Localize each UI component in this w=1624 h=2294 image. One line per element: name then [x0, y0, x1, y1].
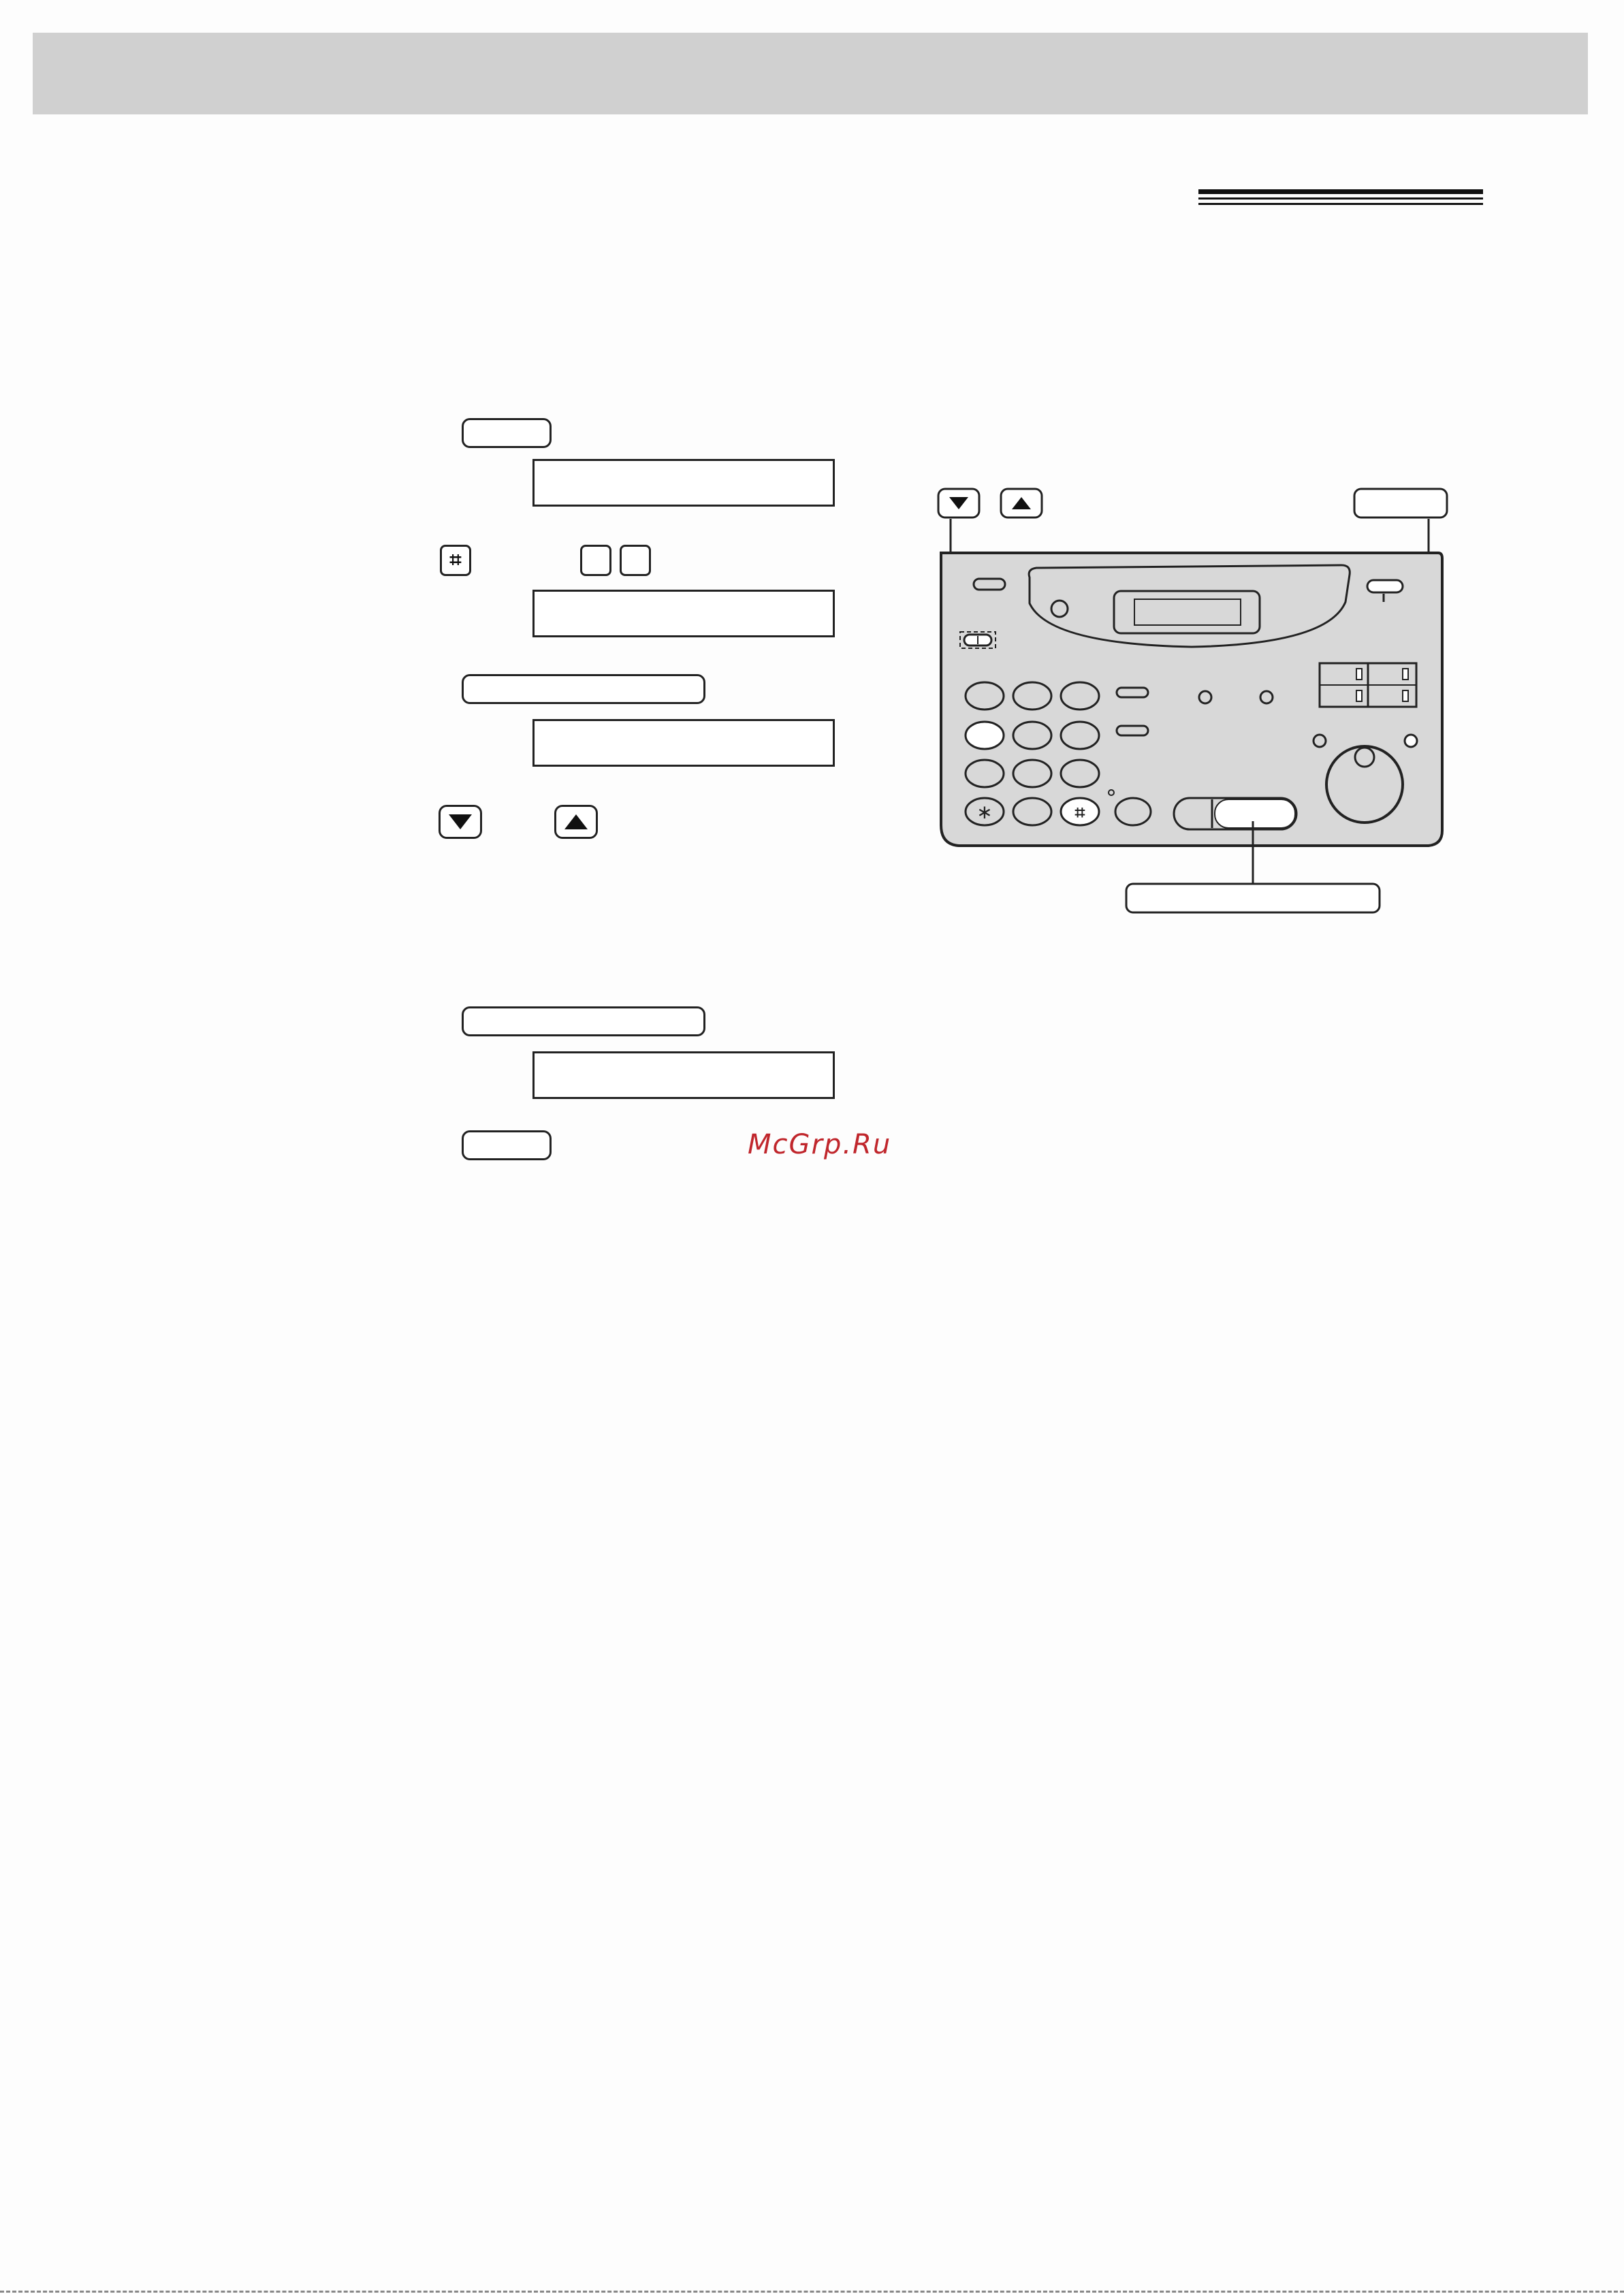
callout-bottom-button — [1126, 884, 1380, 912]
step5-display — [532, 1051, 835, 1099]
watermark-text: McGrp.Ru — [748, 1129, 892, 1160]
keypad-indicator-dot — [1109, 790, 1114, 795]
side-button-2 — [1117, 726, 1148, 735]
side-button-1 — [1117, 688, 1148, 697]
step6-key-button[interactable] — [462, 1130, 552, 1160]
step2-hash-key[interactable] — [440, 545, 471, 576]
arrow-down-icon — [449, 814, 472, 829]
jog-dial-knob — [1355, 748, 1374, 767]
top-right-button — [1367, 580, 1403, 592]
display-indicator — [1051, 601, 1068, 617]
step3-display — [532, 719, 835, 767]
arrow-up-icon — [564, 814, 588, 829]
section-title-rule-mid — [1198, 197, 1483, 200]
step5-key-button[interactable] — [462, 1006, 705, 1036]
callout-right-button — [1354, 489, 1447, 517]
indicator-lamp-2 — [1260, 691, 1273, 703]
lcd-screen — [1134, 599, 1241, 625]
left-lamp — [1313, 735, 1326, 747]
page-header-bar — [33, 33, 1588, 114]
section-title-rule-thick — [1198, 189, 1483, 194]
step2-number-key-1[interactable] — [580, 545, 611, 576]
page-bottom-border — [0, 2291, 1624, 2293]
top-left-button — [974, 579, 1005, 590]
control-panel-diagram — [926, 477, 1457, 926]
large-oval-button-highlight — [1215, 799, 1295, 828]
hash-icon: ⌗ — [449, 548, 462, 572]
step3-key-button[interactable] — [462, 674, 705, 704]
section-title-rule-thin — [1198, 203, 1483, 205]
step1-key-button[interactable] — [462, 418, 552, 448]
hash-key-icon: ⌗ — [1074, 803, 1085, 823]
step4-down-key[interactable] — [439, 805, 482, 839]
step2-display — [532, 590, 835, 637]
right-circle-button — [1405, 735, 1417, 747]
step1-display — [532, 459, 835, 507]
step4-up-key[interactable] — [554, 805, 598, 839]
star-key-icon: ∗ — [976, 801, 993, 823]
indicator-lamp-1 — [1199, 691, 1211, 703]
step2-number-key-2[interactable] — [620, 545, 651, 576]
extra-key — [1115, 798, 1151, 825]
